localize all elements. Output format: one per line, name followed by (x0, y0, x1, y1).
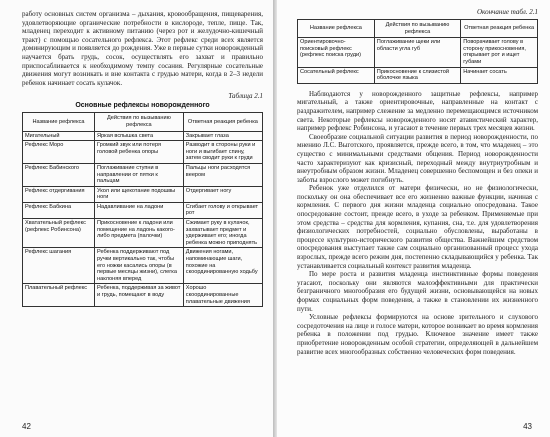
cell-response: Закрывает глаза (183, 131, 262, 141)
table-row (23, 163, 263, 186)
body-paragraph: По мере роста и развития младенца инстинктивные формы поведения угасают, поскольку они являются малоэффективными для практически безграничного многообразия его будущей жизни, основывающейся на новых формах социальных форм поведения, а также в становлении их жизненного пути. (297, 270, 538, 313)
table-continued-caption: Окончание табл. 2.1 (477, 8, 538, 16)
table-row (23, 202, 263, 218)
table-row (23, 219, 263, 248)
table-title: Основные рефлексы новорожденного (75, 102, 210, 110)
cell-name: Рефлекс Моро (23, 141, 95, 164)
cell-trigger: Поглаживание щеки или области угла губ (374, 38, 460, 67)
cell-trigger: Поглаживание ступни в направлении от пятки к пальцам (95, 163, 184, 186)
cell-trigger: Прикосновение к слизистой оболочке языка (374, 67, 460, 83)
body-paragraph: Условные рефлексы формируются на основе зрительного и слухового сосредоточения на лице и голосе матери, которое возникает во время кормления ребенка в положении под грудью. Ключевое значение имеет также приобретение новорожденным особой стратегии, определяющей в дальнейшем развитие всех многообразных собственно человеческих форм поведения. (297, 313, 538, 356)
cell-trigger: Укол или щекотание подошвы ноги (95, 186, 184, 202)
cell-name: Рефлекс Бабкина (23, 202, 95, 218)
page-number-right: 43 (523, 422, 532, 431)
left-page (0, 0, 273, 437)
header-reflex-name: Название рефлекса (23, 113, 95, 131)
header-trigger: Действия по вызыванию рефлекса (374, 20, 460, 38)
cell-trigger: Ребенка поддерживают под ручки вертикально так, чтобы его ножки касались опоры (в первые месяцы жизни), слегка наклоняя вперед (95, 248, 184, 284)
reflex-table-continued (297, 19, 538, 84)
table-row (23, 141, 263, 164)
reflex-table (22, 112, 263, 307)
cell-name: Рефлекс шагания (23, 248, 95, 284)
cell-response: Сжимает руку в кулачок, захватывает предмет и удерживает его; иногда ребенка можно приподнять (183, 219, 262, 248)
cell-name: Рефлекс отдергивания (23, 186, 95, 202)
body-paragraph: Ребенок уже отделился от матери физически, но не физиологически, поскольку он она обеспечивает все его жизненно важные функции, начиная с кормления. С первого дня жизни младенца социально опосредована. Такое опосредование состоит, прежде всего, в уходе за ребенком. Применяемые при этом средства – средства для кормления, купания, сна, т.е. для удовлетворения физиологических потребностей, социально обусловлены, выработаны в процессе культурно-исторического развития общества. Важнейшим средством опосредования выступает также сам социально организованный процесс ухода взрослых, прежде всего режим дня, постепенно складывающийся у ребенка. Так устанавливается социальный контекст развития младенца. (297, 184, 538, 270)
cell-response: Начинает сосать (461, 67, 538, 83)
intro-paragraph: работу основных систем организма – дыхания, кровообращения, пищеварения, удовлетворяющие органические потребности в кислороде, тепле, пище. Так, младенец переходит к активному питанию (через рот и желудочно-кишечный тракт) с помощью сосательного рефлекса. Этот рефлекс среди всех является доминирующим и появляется до рождения. Уже в первые сутки новорожденный научается брать грудь, сосок, осуществлять его захват и правильно приспосабливается к необходимому темпу сосания. Регулярные сосательные движения могут возникать и вне контакта с грудью матери, когда в 2–3 недели ребенок начинает сосать кулачок. (22, 10, 263, 87)
cell-name: Плавательный рефлекс (23, 284, 95, 307)
table-row (23, 284, 263, 307)
cell-response: Хорошо скоординированные плавательные движения (183, 284, 262, 307)
cell-response: Движения ногами, напоминающие шаги, похожие на скоординированную ходьбу (183, 248, 262, 284)
cell-trigger: Яркая вспышка света (95, 131, 184, 141)
cell-name: Рефлекс Бабинского (23, 163, 95, 186)
body-paragraph: Наблюдаются у новорожденного защитные рефлексы, например мигательный, а также ориентировочные, направленные на контакт с раздражителем, например слежение за медленно перемещающимся источником света. Некоторые рефлексы новорожденного носят атавистический характер, например рефлекс Робинсона, и угасают в течение первых трех месяцев жизни. (297, 89, 538, 133)
table-row (23, 248, 263, 284)
cell-name: Сосательный рефлекс (298, 67, 375, 83)
table-row (298, 38, 538, 67)
cell-trigger: Прикосновение к ладони или помещение на ладонь какого-либо предмета (палочки) (95, 219, 184, 248)
header-reflex-name: Название рефлекса (298, 20, 375, 38)
cell-trigger: Ребенка, поддерживая за живот и грудь, помещают в воду (95, 284, 184, 307)
cell-response: Отдергивает ногу (183, 186, 262, 202)
page-number-left: 42 (22, 422, 31, 431)
cell-response: Поворачивает голову в сторону прикосновения, открывает рот и ищет губами (461, 38, 538, 67)
table-row (298, 67, 538, 83)
table-header-row (23, 113, 263, 131)
cell-name: Мигательный (23, 131, 95, 141)
cell-trigger: Громкий звук или потеря головой ребенка опоры (95, 141, 184, 164)
right-page (277, 0, 550, 437)
cell-response: Разводит в стороны руки и ноги и выгибает спину, затем сводит руки к груди (183, 141, 262, 164)
table-row (23, 186, 263, 202)
table-row (23, 131, 263, 141)
header-response: Ответная реакция ребенка (183, 113, 262, 131)
cell-trigger: Надавливание на ладони (95, 202, 184, 218)
cell-name: Хватательный рефлекс (рефлекс Робинсона) (23, 219, 95, 248)
header-response: Ответная реакция ребенка (461, 20, 538, 38)
cell-name: Ориентировочно-поисковый рефлекс (рефлекс поиска груди) (298, 38, 375, 67)
cell-response: Пальцы ноги расходятся веером (183, 163, 262, 186)
table-caption: Таблица 2.1 (228, 92, 263, 101)
cell-response: Сгибает голову и открывает рот (183, 202, 262, 218)
table-header-row (298, 20, 538, 38)
header-trigger: Действия по вызыванию рефлекса (95, 113, 184, 131)
body-paragraph: Своеобразие социальной ситуации развития в период новорожденности, по мнению Л.С. Выготского, проявляется, прежде всего, в том, что младенец – это существо с минимальными средствами общения. Период новорожденности часто характеризуют как кризисный, переходный между внутриутробным и внеутробным образом жизни. Младенец совершенно беспомощен и без опеки и заботы взрослого может погибнуть. (297, 132, 538, 184)
